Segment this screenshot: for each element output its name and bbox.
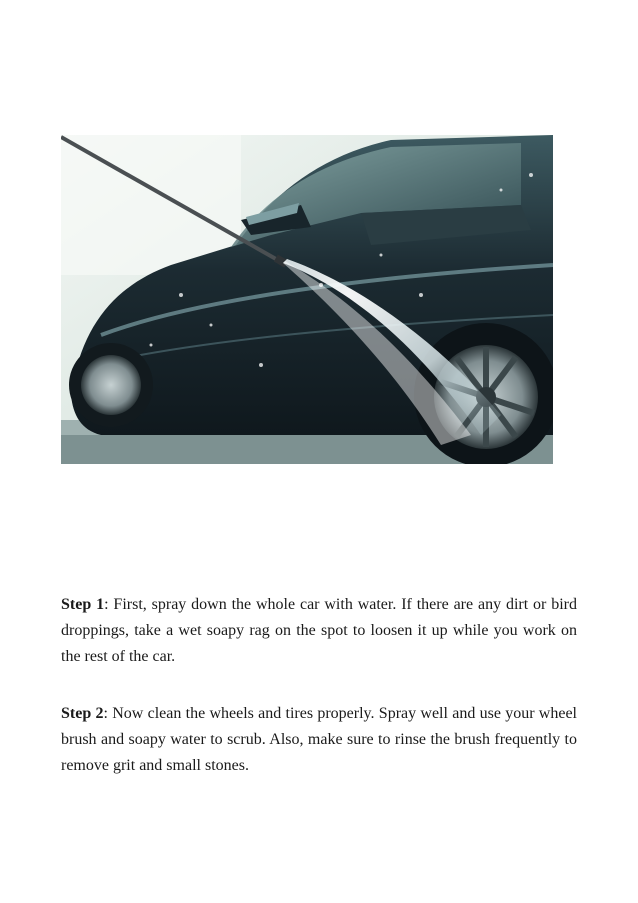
car-wash-photo (61, 135, 553, 464)
step-1-text: First, spray down the whole car with water. If there are any dirt or bird droppings, take a wet soapy rag on the spot to loosen it up while you work on the rest of the car. (61, 596, 577, 665)
step-1-paragraph (61, 592, 577, 670)
step-2-label: Step 2 (61, 705, 104, 722)
step-2-paragraph (61, 701, 577, 779)
step-1-label: Step 1 (61, 596, 105, 613)
car-wash-illustration (61, 135, 553, 464)
step-1-separator: : (104, 596, 109, 613)
step-2-text: Now clean the wheels and tires properly. Spray well and use your wheel brush and soapy water to scrub. Also, make sure to rinse the brush frequently to remove grit and small stones. (61, 705, 577, 774)
step-2-separator: : (103, 705, 108, 722)
